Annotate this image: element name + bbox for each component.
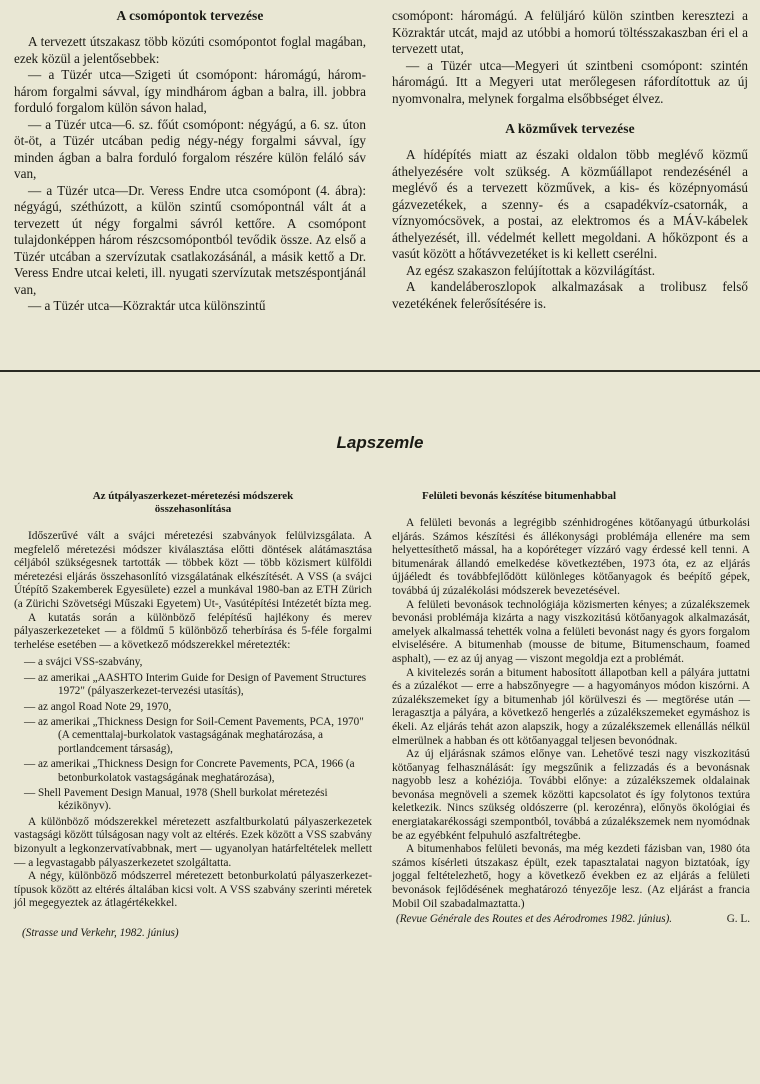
paragraph: A felületi bevonás a legrégibb szénhidrogénes kötőanyagú útburkolási eljárás. Számos készítési és állékonysági problémája ellenére ma sem helyettesíthető mással, ha a kopórétegет vízzáró vagy érdessé kell tenni. A bitumenárak állandó emelkedése következtében, 1973 óta, ez az eljárás újjáéledt és továbbfejlődött különleges kötőanyagok és beépítő gépek, továbbá új zúzalékolási módszerek bevezetésével.	[392, 517, 750, 597]
paragraph: — a Tüzér utca—Megyeri út szintbeni csomópont: szintén háromágú. Itt a Megyeri utat merőlegesen ráfordítottuk az új nyomvonalra, melynek forgalma elsőbbséget élvez.	[392, 57, 748, 106]
source-block	[392, 913, 750, 925]
top-left-column	[14, 8, 366, 315]
paragraph: A kutatás során a különböző felépítésű hajlékony és merev pályaszerkezeteket — a földmű 5 különböző teherbírása és 5-féle forgalmi terhelése esetében — a következő módszerekkel méretezték:	[14, 611, 372, 651]
article-title: Felületi bevonás készítése bitumenhabbal	[422, 490, 617, 502]
author-initials: G. L.	[726, 913, 750, 926]
paragraph: A tervezett útszakasz több közúti csomópontot foglal magában, ezek közül a jelentősebbek:	[14, 34, 366, 66]
paragraph: A négy, különböző módszerrel méretezett betonburkolatú pályaszerkezet-típusok között az eltérés általában kicsi volt. A VSS szabvány szerinti méretek jól megegyeztek az átlagértékekkel.	[14, 870, 372, 910]
paragraph: A felületi bevonások technológiája közismerten kényes; a zúzalékszemek bevonási problémája kizárta a nagy viszkozitású kötőanyagok alkalmazását, amelyek alkalmassá tehették volna a felületi bevonást nagy és gyors forgalom elviselésére. A bitumenhab (mousse de bitume, Bitumenschaum, foamed asphalt), — ez az új anyag — viszont megoldja ezt a problémát.	[392, 598, 750, 665]
paragraph: — a Tüzér utca—Szigeti út csomópont: háromágú, három-három forgalmi sávval, így mindhárom ágban a balra, ill. jobbra forduló forgalom külön sávon halad,	[14, 67, 366, 115]
paragraph: A bitumenhabos felületi bevonás, ma még kezdeti fázisban van, 1980 óta számos kísérleti útszakasz épült, ezek tapasztalatai nagyon biztatóak, így joggal feltételezhető, hogy a következő években ez az eljárás a felületi bevonások fejlődésének meghatározó tényezője lesz. (Az eljárást a francia Mobil Oil szabadalmaztatta.)	[392, 843, 750, 910]
top-right-column	[392, 8, 748, 312]
paragraph: A különböző módszerekkel méretezett aszfaltburkolatú pályaszerkezetek vastagsági között túlságosan nagy volt az eltérés. Ezek között a VSS szabvány bizonyult a legkonzervatívabbnak, mert — ugyanolyan határfeltételek mellett — a legvastagabb pályaszerkezetet szolgáltatta.	[14, 815, 372, 869]
section-title-utilities: A közművek tervezése	[505, 121, 635, 136]
list-item: — az amerikai „AASHTO Interim Guide for Design of Pavement Structures 1972" (pályaszerkezet-tervezési utasítás),	[24, 671, 367, 698]
list-item: — az angol Road Note 29, 1970,	[24, 700, 172, 713]
paragraph: A hídépítés miatt az északi oldalon több meglévő közmű áthelyezésére volt szükség. A közműállapot rendezésénél a meglévő és a tervezett közművek, a kis- és középnyomású gázvezetékek, a szenny- és a csapadékvíz-csatornák, a víznyomócsövek, a postai, az elektromos és a MÁV-kábelek áthelyezését, ill. védelmét kellett megoldani. A hőközpont és a vasút között a hőtávvezetéket is ki kellett cserélni.	[392, 147, 748, 261]
list-item: — az amerikai „Thickness Design for Concrete Pavements, PCA, 1966 (a betonburkolatok vastagságának meghatározása),	[24, 758, 355, 784]
article-title-line: összehasonlítása	[154, 503, 232, 515]
paragraph: Időszerűvé vált a svájci méretezési szabványok felülvizsgálata. A megfelelő méretezési módszer kiválasztása előtti döntések alátámasztása céljából szükségesnek tartották — többek közt — több közismert külföldi méretezési eljárás összehasonlító vizsgálatának elkészítését. A VSS (a svájci Útépítő Szakemberek Egyesülete) ezzel a munkával 1980-ban az ETH Zürich (a Zürichi Szövetségi Műszaki Egyetem) Ut-, Vasútépítési Intézetét bízta meg.	[14, 530, 372, 610]
paragraph: Az új eljárásnak számos előnye van. Lehetővé teszi nagy viszkozitású kötőanyag felhasználását: így megszűnik a felizzadás és a bevonásnak nagyobb lesz a kohéziója. További előnye: a zúzalékszemek oldalainak bevonása megnöveli a szemek közötti kapcsolatot és így folytonos textúra keletkezik. Nincs szükség oldószerre (pl. kerozénra), előnyös ökológiai és energiatakarékossági szempontból, továbbá a zúzalékszemek nem nyomódnak be az egyébként felpuhuló aszfaltrétegbe.	[392, 748, 750, 842]
paragraph: csomópont: háromágú. A felüljáró külön szintben keresztezi a Közraktár utcát, majd az utóbbi a homorú töltésszakaszban éri el a tervezett utat,	[392, 8, 748, 56]
paragraph: Az egész szakaszon felújítottak a közvilágítást.	[406, 262, 656, 278]
article-title	[14, 490, 372, 516]
methods-list	[14, 656, 372, 813]
bottom-left-column	[14, 490, 372, 939]
source-citation: (Revue Générale des Routes et des Aérodromes 1982. június).	[396, 913, 673, 926]
paragraph: — a Tüzér utca—Dr. Veress Endre utca csomópont (4. ábra): négyágú, széthúzott, a külön szintű csomópontnál vált át a tervezett út négy forgalmi sávról kettőre. A csomópont tulajdonképpen három részcsomópontból tevődik össze. Az első a Tüzér utcában a szervízutak csatlakozásánál, a másik kettő a Dr. Veress Endre utcai keleti, ill. nyugati szervízutak metszéspontjánál van,	[14, 182, 366, 297]
paragraph: A kivitelezés során a bitument habosított állapotban kell a pályára juttatni és a zúzalékot — erre a habszőnyegre — a hagyományos módon kiszórni. A zúzalékszemeket így a bitumenhab jól körülveszi és — megtörése után — leragasztja a pályára, a következő hengerlés a zúzalékszemeket egymáshoz is ékeli. Az eljárás tehát azon alapszik, hogy a zúzalékszemek ellenállás nélkül elmerülnek a habban és ott kötőanyaggal teljesen bevonódnak.	[392, 666, 750, 747]
section-title-junctions: A csomópontok tervezése	[116, 8, 264, 23]
bottom-right-column	[392, 490, 750, 925]
list-item: — az amerikai „Thickness Design for Soil-Cement Pavements, PCA, 1970" (A cementtalaj-burkolatok vastagságának meghatározása, a portlandcement társaság),	[24, 715, 364, 755]
source-citation: (Strasse und Verkehr, 1982. június)	[22, 926, 179, 939]
paragraph: A kandeláberoszlopok alkalmazásak a trolibusz felső vezetékének felerősítésére is.	[392, 279, 748, 311]
paragraph: — a Tüzér utca—Közraktár utca különszintű	[28, 298, 266, 313]
paragraph: — a Tüzér utca—6. sz. főút csomópont: négyágú, a 6. sz. úton öt-öt, a Tüzér utcában pedig négy-négy forgalmi sávval, így minden ágban a balra forduló forgalom részére külön feláló sáv van,	[14, 116, 366, 181]
list-item: — Shell Pavement Design Manual, 1978 (Shell burkolat méretezési kézikönyv).	[24, 787, 328, 813]
article-title-line: Az útpályaszerkezet-méretezési módszerek	[92, 490, 294, 502]
list-item: — a svájci VSS-szabvány,	[24, 656, 143, 669]
section-divider	[0, 370, 760, 372]
review-header: Lapszemle	[336, 433, 424, 452]
